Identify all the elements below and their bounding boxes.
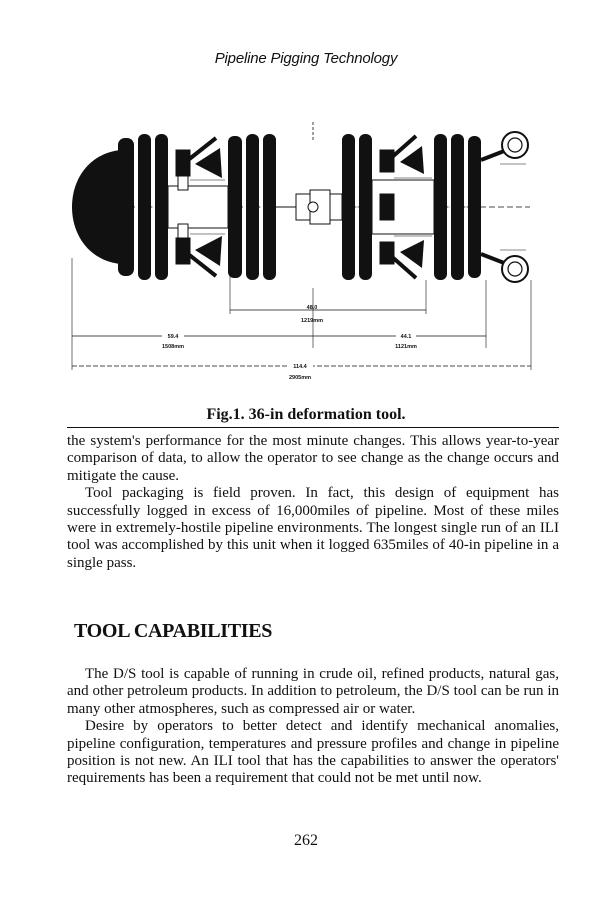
page-number: 262 — [294, 832, 318, 849]
dim-4-value: 114.4 — [293, 364, 307, 370]
dim-3-value: 44.1 — [400, 334, 412, 340]
body-text-lower — [67, 666, 559, 788]
front-module-body — [168, 186, 228, 228]
dim-1-mm: 1219mm — [300, 318, 324, 324]
section-heading: TOOL CAPABILITIES — [74, 620, 273, 642]
universal-joint — [276, 190, 342, 224]
paragraph-operator-desire: Desire by operators to better detect and identify mechanical anomalies, pipeline configuration, temperatures and pressure profiles and change in pipeline position is not new. An ILI tool that has the capabilities to answer the operators' requirements has been a requirement that could not be met until now. — [67, 718, 559, 787]
dim-2-mm: 1508mm — [161, 344, 185, 350]
cup-set-rear — [434, 134, 481, 280]
dim-2-value: 59.4 — [167, 334, 179, 340]
paragraph-tool-packaging: Tool packaging is field proven. In fact, this design of equipment has successfully logged in excess of 16,000miles of pipeline. Most of these miles were in extremely-hostile pipeline environments. The longest single run of an ILI tool was accomplished by this unit when it logged 635miles of 40-in pipeline in a single pass. — [67, 485, 559, 571]
caption-rule — [67, 427, 559, 428]
figure-caption: Fig.1. 36-in deformation tool. — [206, 406, 406, 423]
body-text-upper — [67, 433, 559, 572]
running-header: Pipeline Pigging Technology — [214, 50, 398, 67]
dim-3-mm: 1121mm — [395, 344, 417, 350]
cup-set-mid-rear — [342, 134, 372, 280]
nose-cone — [72, 150, 120, 264]
paragraph-ds-tool: The D/S tool is capable of running in crude oil, refined products, natural gas, and other petroleum products. In addition to petroleum, the D/S tool can be run in many other atmospheres, such as compressed air or water. — [67, 666, 559, 717]
deformation-tool-figure — [60, 108, 560, 390]
dim-4-mm: 2905mm — [288, 375, 312, 381]
cup-set-front — [118, 134, 168, 280]
cup-set-mid-front — [228, 134, 276, 280]
deformation-tool-drawing — [60, 108, 560, 390]
paragraph-continued: the system's performance for the most minute changes. This allows year-to-year comparison of data, to allow the operator to see change as the change occurs and mitigate the cause. — [67, 433, 559, 484]
dim-1-value: 48.0 — [306, 305, 318, 311]
